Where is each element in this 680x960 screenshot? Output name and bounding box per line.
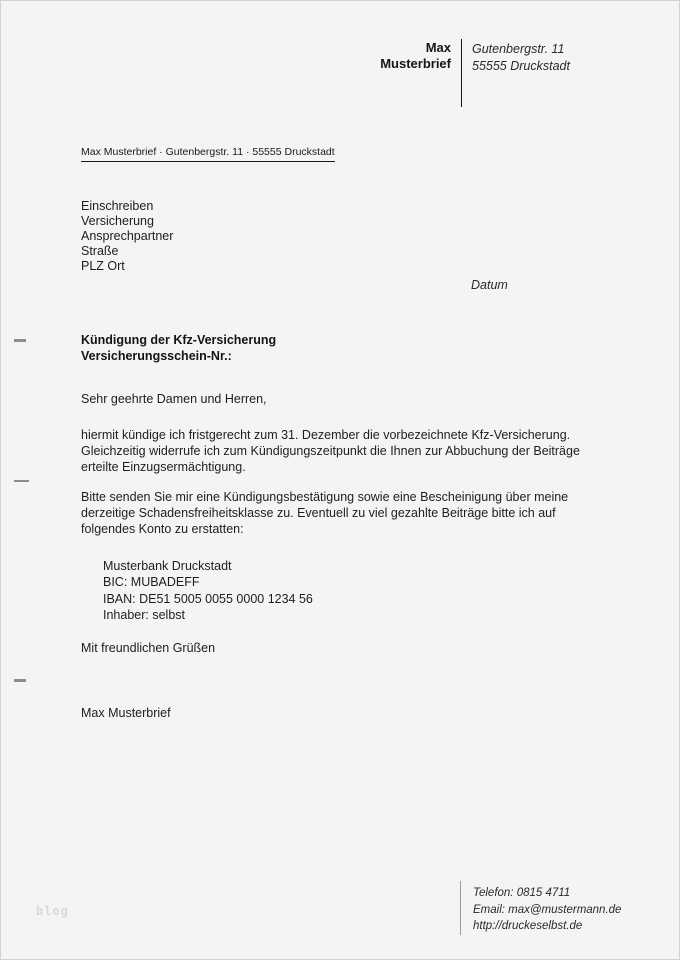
punch-mark-center bbox=[14, 480, 29, 482]
recipient-line-plz-ort: PLZ Ort bbox=[81, 259, 125, 273]
sender-last-name: Musterbrief bbox=[380, 56, 451, 71]
recipient-line-ansprechpartner: Ansprechpartner bbox=[81, 229, 174, 243]
bank-details-block bbox=[103, 558, 313, 623]
footer-phone: Telefon: 0815 4711 bbox=[473, 887, 571, 899]
date-placeholder: Datum bbox=[471, 278, 508, 292]
sender-street: Gutenbergstr. 11 bbox=[472, 42, 565, 56]
sender-city: 55555 Druckstadt bbox=[472, 59, 570, 73]
recipient-line-versicherung: Versicherung bbox=[81, 214, 154, 228]
watermark-text: blog bbox=[36, 904, 69, 918]
bank-bic: BIC: MUBADEFF bbox=[103, 575, 200, 590]
fold-mark-top bbox=[14, 339, 26, 342]
recipient-line-einschreiben: Einschreiben bbox=[81, 199, 154, 213]
body-paragraph-2: Bitte senden Sie mir eine Kündigungsbestätigung sowie eine Bescheinigung über meine derzeitige Schadensfreiheitsklasse zu. Eventuell zu viel gezahlte Beiträge bitte ich auf folgendes Konto zu erstatten: bbox=[81, 490, 569, 536]
recipient-line-strasse: Straße bbox=[81, 244, 119, 258]
return-address-line: Max Musterbrief · Gutenbergstr. 11 · 55555 Druckstadt bbox=[81, 146, 335, 162]
subject-line-2: Versicherungsschein-Nr.: bbox=[81, 348, 232, 363]
closing-phrase: Mit freundlichen Grüßen bbox=[81, 641, 216, 655]
footer-divider-rule bbox=[460, 881, 461, 935]
header-divider-rule bbox=[461, 39, 462, 107]
footer-email: Email: max@mustermann.de bbox=[473, 903, 622, 916]
recipient-address-block bbox=[81, 199, 173, 274]
footer-url: http://druckeselbst.de bbox=[473, 920, 583, 932]
fold-mark-bottom bbox=[14, 679, 26, 682]
bank-owner: Inhaber: selbst bbox=[103, 607, 185, 622]
body-paragraph-1: hiermit kündige ich fristgerecht zum 31. Dezember die vorbezeichnete Kfz-Versicherung. Gleichzeitig widerrufe ich zum Kündigungszeitpunkt die Ihnen zur Abbuchung der Beiträge erteilte Einzugsermächtigung. bbox=[81, 428, 580, 474]
subject-line-1: Kündigung der Kfz-Versicherung bbox=[81, 333, 277, 347]
sender-address-block bbox=[472, 41, 570, 75]
bank-name: Musterbank Druckstadt bbox=[103, 559, 232, 573]
subject-block bbox=[81, 333, 276, 364]
sender-name-block bbox=[271, 40, 451, 72]
bank-iban: IBAN: DE51 5005 0055 0000 1234 56 bbox=[103, 591, 313, 606]
footer-contact-block bbox=[473, 885, 621, 935]
sender-first-name: Max bbox=[425, 40, 451, 55]
salutation: Sehr geehrte Damen und Herren, bbox=[81, 392, 267, 406]
signature-name: Max Musterbrief bbox=[81, 706, 171, 720]
